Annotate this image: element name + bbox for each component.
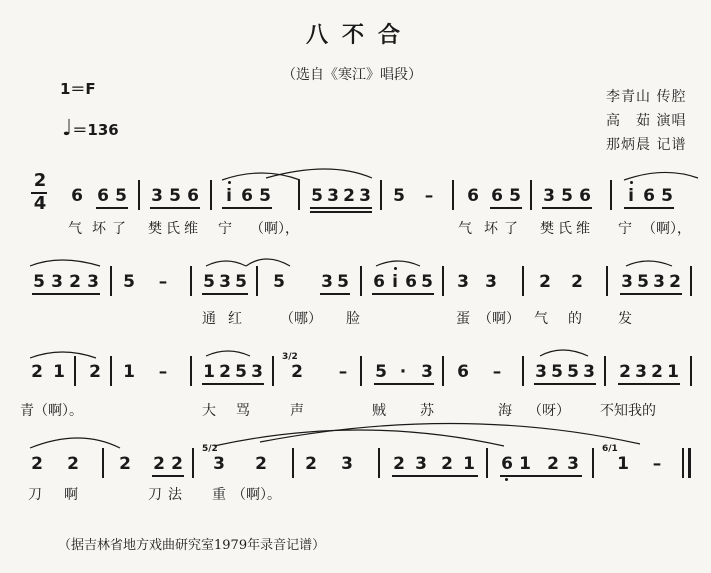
credit-transcriber: 那炳晨 记谱 — [606, 137, 687, 153]
note: 3 — [415, 454, 427, 474]
grace-note: 6/1 — [602, 444, 618, 454]
lyric: （啊） — [478, 311, 520, 327]
note: 6 — [97, 186, 109, 206]
note: 6 — [241, 186, 253, 206]
note: 2 — [539, 272, 551, 292]
slur — [376, 261, 420, 266]
note: 5 — [311, 186, 323, 206]
note: 3 — [421, 362, 433, 382]
note: 6 — [187, 186, 199, 206]
quarter-note-icon: ♩ — [62, 116, 73, 141]
dash: – — [158, 362, 168, 382]
lyric: 氏 — [558, 221, 572, 237]
lyric: 了 — [504, 221, 518, 237]
song-title: 八不合 — [306, 22, 415, 48]
note: 5 — [273, 272, 285, 292]
credit-transmitter: 李青山 传腔 — [606, 89, 687, 105]
note: 5 — [509, 186, 521, 206]
slur — [626, 261, 672, 266]
note: 6 — [491, 186, 503, 206]
note: 2 — [441, 454, 453, 474]
lyric: 维 — [576, 221, 590, 237]
note: 3 — [219, 272, 231, 292]
lyric: （啊）， — [642, 221, 691, 237]
note: 5 — [203, 272, 215, 292]
note: 3 — [251, 362, 263, 382]
lyric: 海 — [498, 403, 512, 419]
note: 3 — [485, 272, 497, 292]
slur — [266, 169, 372, 178]
lyric: 气 — [68, 221, 82, 237]
note: 2 — [255, 454, 267, 474]
note: 3 — [535, 362, 547, 382]
note: 2 — [291, 362, 303, 382]
note: 2 — [571, 272, 583, 292]
note: 5 — [169, 186, 181, 206]
note: 5 — [637, 272, 649, 292]
note: 3 — [87, 272, 99, 292]
note: 5 — [393, 186, 405, 206]
dash: – — [492, 362, 502, 382]
note: 2 — [393, 454, 405, 474]
note: 2 — [171, 454, 183, 474]
time-signature-top: 2 — [33, 170, 47, 191]
note: 2 — [153, 454, 165, 474]
note: 5 — [123, 272, 135, 292]
lyric: （啊）。 — [232, 487, 281, 503]
lyric: 啊 — [64, 487, 78, 503]
note: 3 — [635, 362, 647, 382]
note: 5 — [259, 186, 271, 206]
note: 3 — [51, 272, 63, 292]
lyric: （哪） — [280, 311, 322, 327]
note: 1 — [53, 362, 65, 382]
note: 6 — [579, 186, 591, 206]
lyric: 大 — [202, 403, 216, 419]
note: 2 — [31, 454, 43, 474]
note: 3 — [359, 186, 371, 206]
note: 1 — [123, 362, 135, 382]
note: 3 — [621, 272, 633, 292]
lyric: 法 — [168, 487, 182, 503]
lyric: 不知我的 — [600, 403, 656, 419]
lyric: 宁 — [618, 221, 632, 237]
note: 3 — [543, 186, 555, 206]
note: 5 — [567, 362, 579, 382]
dash: – — [158, 272, 168, 292]
song-subtitle: （选自《寒江》唱段） — [282, 67, 422, 83]
lyric: 的 — [568, 311, 582, 327]
lyric: 通 — [202, 311, 216, 327]
slur — [624, 172, 698, 180]
dash: – — [424, 186, 434, 206]
credit-singer: 高 茹 演唱 — [606, 113, 687, 129]
lyric: 樊 — [540, 221, 554, 237]
lyric: 坏 — [92, 221, 106, 237]
lyric: 坏 — [484, 221, 498, 237]
lyric: 蛋 — [456, 311, 470, 327]
note: 2 — [219, 362, 231, 382]
note: 6 — [457, 362, 469, 382]
lyric: 气 — [458, 221, 472, 237]
lyric: 了 — [112, 221, 126, 237]
dash: – — [338, 362, 348, 382]
note: 6 — [373, 272, 385, 292]
slur — [206, 351, 250, 356]
lyric: 声 — [290, 403, 304, 419]
note: 5 — [235, 272, 247, 292]
note: i — [392, 272, 398, 292]
note: 2 — [669, 272, 681, 292]
grace-note: 5/2 — [202, 444, 218, 454]
note: 2 — [619, 362, 631, 382]
lyric: 重 — [212, 487, 226, 503]
note: 5 — [337, 272, 349, 292]
note: 2 — [67, 454, 79, 474]
note: 5 — [551, 362, 563, 382]
slur — [30, 438, 120, 448]
lyric: 氏 — [166, 221, 180, 237]
note: 1 — [463, 454, 475, 474]
slur — [540, 350, 588, 356]
note: 5 — [115, 186, 127, 206]
note: 2 — [343, 186, 355, 206]
slur — [222, 173, 300, 180]
lyric: 发 — [618, 311, 632, 327]
note: 6 — [501, 454, 513, 474]
time-signature-bottom: 4 — [33, 193, 47, 214]
note: 2 — [119, 454, 131, 474]
note: 1 — [667, 362, 679, 382]
lyric: 脸 — [346, 311, 360, 327]
note: 2 — [651, 362, 663, 382]
source-note: （据吉林省地方戏曲研究室1979年录音记谱） — [58, 538, 326, 553]
slur — [246, 259, 290, 266]
note: 2 — [69, 272, 81, 292]
note: 3 — [213, 454, 225, 474]
lyric: 苏 — [420, 403, 434, 419]
note: 6 — [467, 186, 479, 206]
note: 5 — [235, 362, 247, 382]
note: 6 — [643, 186, 655, 206]
note: 3 — [653, 272, 665, 292]
lyric: 刀 — [148, 487, 162, 503]
lyric: 贼 — [372, 403, 386, 419]
note: 2 — [89, 362, 101, 382]
note: 3 — [151, 186, 163, 206]
note: 6 — [71, 186, 83, 206]
slur — [214, 430, 504, 446]
lyric: 青（啊）。 — [20, 403, 83, 419]
lyric: 气 — [534, 311, 548, 327]
note: 2 — [31, 362, 43, 382]
note: 5 — [421, 272, 433, 292]
lyric: 维 — [184, 221, 198, 237]
note: 3 — [583, 362, 595, 382]
note: 6 — [405, 272, 417, 292]
slur — [30, 352, 96, 358]
note: 3 — [567, 454, 579, 474]
lyric: （呀） — [528, 403, 570, 419]
note: 2 — [305, 454, 317, 474]
key-signature: 1＝F — [60, 80, 96, 98]
note: 5 — [561, 186, 573, 206]
note: i — [628, 186, 634, 206]
tempo-value: ＝136 — [72, 121, 119, 139]
lyric: 宁 — [218, 221, 232, 237]
dash: – — [652, 454, 662, 474]
note: 5 — [33, 272, 45, 292]
lyric: 樊 — [148, 221, 162, 237]
note: 3 — [321, 272, 333, 292]
slur — [260, 423, 640, 444]
note: 3 — [327, 186, 339, 206]
note: 1 — [617, 454, 629, 474]
note: 2 — [547, 454, 559, 474]
note: 1 — [519, 454, 531, 474]
note: 3 — [341, 454, 353, 474]
note: 3 — [457, 272, 469, 292]
grace-note: 3/2 — [282, 352, 298, 362]
slur — [30, 260, 100, 266]
dot-ext: · — [399, 362, 407, 382]
slur — [206, 261, 246, 266]
lyric: 红 — [228, 311, 242, 327]
note: 1 — [203, 362, 215, 382]
lyric: （啊）， — [250, 221, 299, 237]
lyric: 骂 — [236, 403, 250, 419]
lyric: 刀 — [28, 487, 42, 503]
note: 5 — [661, 186, 673, 206]
note: i — [226, 186, 232, 206]
note: 5 — [375, 362, 387, 382]
